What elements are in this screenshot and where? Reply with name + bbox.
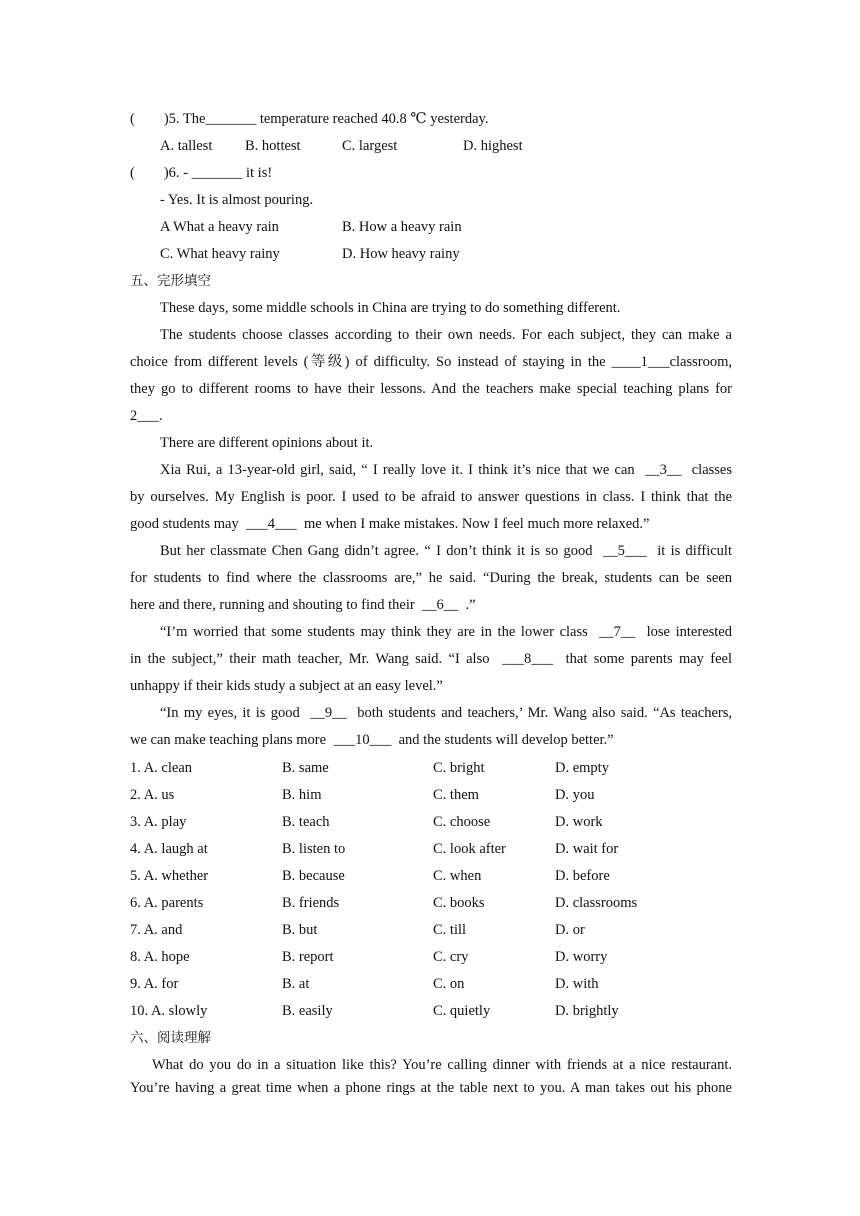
option-c: C. What heavy rainy — [160, 246, 280, 262]
choice-a: 8. A. hope — [130, 949, 190, 965]
choice-row-5 — [130, 866, 732, 893]
question-5 — [130, 109, 732, 136]
passage-p5-line1: But her classmate Chen Gang didn’t agree. “ I don’t think it is so good __5___ it is difficult — [160, 543, 732, 559]
choice-d: D. brightly — [555, 1003, 619, 1019]
passage-p2-line3: they go to different rooms to have their lessons. And the teachers make special teaching plans for — [130, 381, 732, 397]
choice-b: B. because — [282, 868, 345, 884]
question-6-options-row2 — [130, 244, 732, 271]
choice-a: 3. A. play — [130, 814, 187, 830]
question-6 — [130, 163, 732, 190]
section-5-heading: 五、完形填空 — [130, 273, 211, 289]
choice-row-8 — [130, 947, 732, 974]
choice-c: C. books — [433, 895, 485, 911]
choice-b: B. same — [282, 760, 329, 776]
choice-d: D. worry — [555, 949, 608, 965]
choice-c: C. when — [433, 868, 482, 884]
passage-p6-line3: unhappy if their kids study a subject at an easy level.” — [130, 678, 443, 694]
choice-a: 9. A. for — [130, 976, 179, 992]
question-6-reply — [130, 190, 762, 217]
choice-b: B. report — [282, 949, 334, 965]
choice-c: C. choose — [433, 814, 491, 830]
choice-d: D. with — [555, 976, 599, 992]
choice-d: D. or — [555, 922, 585, 938]
question-6-stem: ( )6. - _______ it is! — [130, 165, 273, 181]
choice-a: 4. A. laugh at — [130, 841, 208, 857]
option-d: D. How heavy rainy — [342, 246, 460, 262]
choice-b: B. easily — [282, 1003, 333, 1019]
choice-row-6 — [130, 893, 732, 920]
choice-d: D. wait for — [555, 841, 619, 857]
option-a: A. tallest — [160, 138, 213, 154]
option-d: D. highest — [463, 138, 523, 154]
passage-p1: These days, some middle schools in China are trying to do something different. — [160, 300, 621, 316]
choice-a: 2. A. us — [130, 787, 175, 803]
choice-c: C. them — [433, 787, 479, 803]
choice-row-4 — [130, 839, 732, 866]
choice-c: C. bright — [433, 760, 485, 776]
option-b: B. How a heavy rain — [342, 219, 462, 235]
choice-b: B. friends — [282, 895, 340, 911]
choice-c: C. quietly — [433, 1003, 491, 1019]
question-6-reply-text: - Yes. It is almost pouring. — [160, 192, 314, 208]
choice-row-3 — [130, 812, 732, 839]
choice-d: D. classrooms — [555, 895, 638, 911]
choice-b: B. listen to — [282, 841, 346, 857]
choice-c: C. cry — [433, 949, 469, 965]
passage-p2-line4: 2___. — [130, 408, 163, 424]
passage-p2-line2: choice from different levels (等级) of difficulty. So instead of staying in the ____1___classroom, — [130, 354, 732, 370]
choice-row-1 — [130, 758, 732, 785]
option-c: C. largest — [342, 138, 398, 154]
choice-row-10 — [130, 1001, 732, 1028]
choice-row-7 — [130, 920, 732, 947]
passage-p5-line3: here and there, running and shouting to find their __6__ .” — [130, 597, 476, 613]
passage-p7-line2: we can make teaching plans more ___10___ and the students will develop better.” — [130, 732, 614, 748]
choice-b: B. but — [282, 922, 318, 938]
question-5-options — [130, 136, 732, 163]
question-6-options-row1 — [130, 217, 732, 244]
passage-p2-line1: The students choose classes according to their own needs. For each subject, they can make a — [160, 327, 732, 343]
choice-a: 6. A. parents — [130, 895, 204, 911]
choice-a: 7. A. and — [130, 922, 183, 938]
passage-p4-line2: by ourselves. My English is poor. I used to be afraid to answer questions in class. I think that the — [130, 489, 732, 505]
passage-p5-line2: for students to find where the classrooms are,” he said. “During the break, students can be seen — [130, 570, 732, 586]
reading-line1: What do you do in a situation like this? You’re calling dinner with friends at a nice restaurant. — [152, 1057, 732, 1073]
passage-p6-line1: “I’m worried that some students may think they are in the lower class __7__ lose interested — [160, 624, 732, 640]
choice-a: 1. A. clean — [130, 760, 193, 776]
choice-d: D. before — [555, 868, 610, 884]
choice-d: D. you — [555, 787, 595, 803]
choice-a: 5. A. whether — [130, 868, 209, 884]
question-5-stem: ( )5. The_______ temperature reached 40.8 ℃ yesterday. — [130, 111, 489, 127]
choice-row-9 — [130, 974, 732, 1001]
choice-b: B. him — [282, 787, 322, 803]
passage-p6-line2: in the subject,” their math teacher, Mr. Wang said. “I also ___8___ that some parents may feel — [130, 651, 732, 667]
choice-c: C. look after — [433, 841, 506, 857]
passage-p3: There are different opinions about it. — [160, 435, 374, 451]
passage-p4-line1: Xia Rui, a 13-year-old girl, said, “ I really love it. I think it’s nice that we can __3__ classes — [160, 462, 732, 478]
choice-d: D. empty — [555, 760, 609, 776]
section-6-heading: 六、阅读理解 — [130, 1030, 211, 1046]
choice-b: B. teach — [282, 814, 330, 830]
choice-c: C. on — [433, 976, 465, 992]
option-b: B. hottest — [245, 138, 301, 154]
passage-p7-line1: “In my eyes, it is good __9__ both students and teachers,’ Mr. Wang also said. “As teachers, — [160, 705, 732, 721]
choice-b: B. at — [282, 976, 310, 992]
choice-row-2 — [130, 785, 732, 812]
passage-p4-line3: good students may ___4___ me when I make mistakes. Now I feel much more relaxed.” — [130, 516, 650, 532]
choice-a: 10. A. slowly — [130, 1003, 208, 1019]
choice-d: D. work — [555, 814, 603, 830]
reading-line2: You’re having a great time when a phone rings at the table next to you. A man takes out his phone — [130, 1080, 732, 1096]
option-a: A What a heavy rain — [160, 219, 279, 235]
choice-c: C. till — [433, 922, 467, 938]
